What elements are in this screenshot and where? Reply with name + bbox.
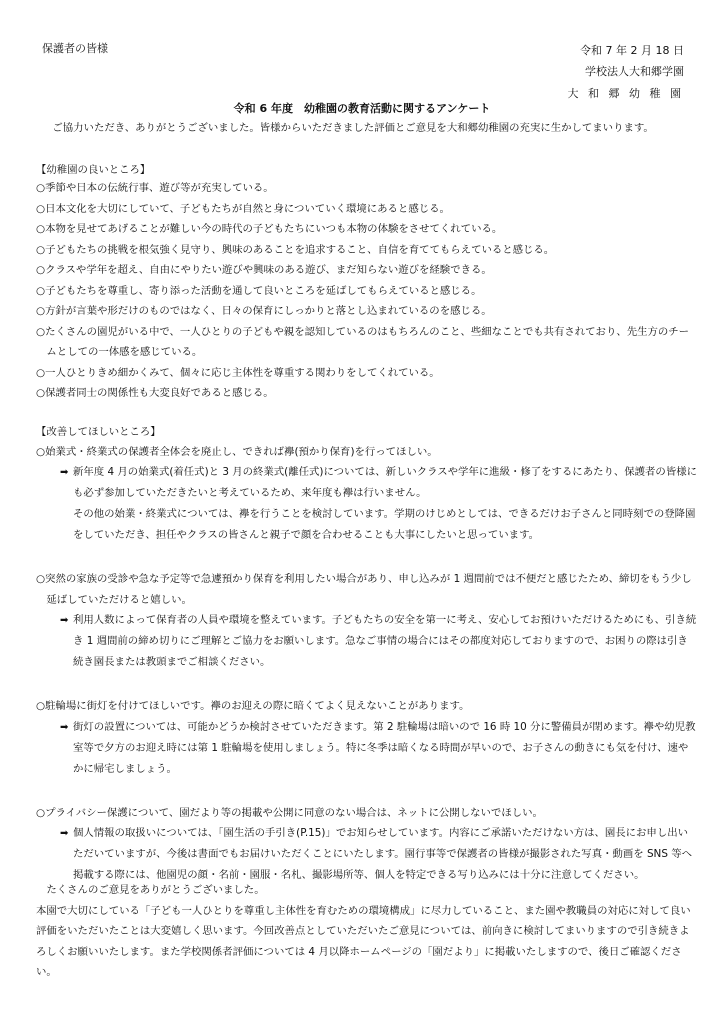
issue-response: ➡ 個人情報の取扱いについては、「園生活の手引き(P.15)」でお知らせしています。内容にご承諾いただけない方は、園長にお申し出いただいていますが、今後は書面でもお届けいただくことにいたします。園行事等で保護者の皆様が撮影された写真・動画を SNS 等へ掲載する際には、他園児の顔・名前・園服・名札、撮影場所等、個人を特定できる写り込みには十分に注意してください。 [36,823,698,886]
improve-section-heading: 【改善してほしいところ】 [36,425,161,438]
list-item: ○子どもたちの挑戦を根気強く見守り、興味のあることを追求すること、自信を育ててもらえていると感じる。 [36,243,555,256]
right-arrow-icon: ➡ [60,467,69,479]
list-item: ○保護者同士の関係性も大変良好であると感じる。 [36,387,274,400]
list-item: ○日本文化を大切にしていて、子どもたちが自然と身についていく環境にあると感じる。 [36,202,450,215]
right-arrow-icon: ➡ [60,721,69,733]
list-item: ○たくさんの園児がいる中で、一人ひとりの子どもや親を認知しているのはもちろんのこと、些細なことでも共有されており、先生方のチームとしての一体感を感じている。 [36,325,690,359]
issue-item [36,569,698,673]
list-item: ○本物を見せてあげることが難しい今の時代の子どもたちにいつも本物の体験をさせてくれている。 [36,223,503,236]
issue-request: ○突然の家族の受診や急な予定等で急遽預かり保育を利用したい場合があり、申し込みが 1 週間前では不便だと感じたため、締切をもう少し延ばしていただけると嬉しい。 [36,573,692,606]
list-item: ○季節や日本の伝統行事、遊び等が充実している。 [36,182,274,195]
sender-block [568,40,684,104]
closing-thanks: たくさんのご意見をありがとうございました。 [46,884,265,896]
issue-response: ➡ 新年度 4 月の始業式(着任式)と 3 月の終業式(離任式)については、新しいクラスや学年に進級・修了をするにあたり、保護者の皆様にも必ず参加していただきたいと考えているため、来年度も襷は行いません。 [36,462,698,504]
issue-item [36,696,698,780]
closing-body: 本園で大切にしている「子ども一人ひとりを尊重し主体性を育むための環境構成」に尽力していること、また園や教職員の対応に対して良い評価をいただいたことは大変嬉しく思います。今回改善点としていただいたご意見については、前向きに検討してまいりますので引き続きよろしくお願いいたします。また学校関係者評価については 4 月以降ホームページの「園だより」に掲載いたしますので、後日ご確認ください。 [36,904,691,978]
right-arrow-icon: ➡ [60,615,69,627]
issue-response: その他の始業・終業式については、襷を行うことを検討しています。学期のけじめとしては、できるだけお子さんと同時刻での登降園をしていただき、担任やクラスの皆さんと親子で顔を合わせることも大事にしたいと思っています。 [73,508,696,542]
issue-request: ○駐輪場に街灯を付けてほしいです。襷のお迎えの際に暗くてよく見えないことがあります。 [36,700,470,713]
intro-paragraph: ご協力いただき、ありがとうございました。皆様からいただきました評価とご意見を大和郷幼稚園の充実に生かしてまいります。 [52,122,654,134]
list-item: ○子どもたちを尊重し、寄り添った活動を通して良いところを延ばしてもらえていると感じる。 [36,284,482,297]
closing-section [36,880,692,983]
issue-response: ➡ 街灯の設置については、可能かどうか検討させていただきます。第 2 駐輪場は暗いので 16 時 10 分に警備員が閉めます。襷や幼児教室等で夕方のお迎え時には第 1 駐輪場を使用しましょう。特に冬季は暗くなる時間が早いので、お子さんの動きにも気を付け、速やかに帰宅しましょう。 [36,717,698,780]
main-content [36,162,698,886]
addressee: 保護者の皆様 [42,42,108,55]
corporation-name: 学校法人大和郷学園 [585,65,684,79]
good-points-list [36,178,698,404]
document-title: 令和 6 年度 幼稚園の教育活動に関するアンケート [233,102,491,115]
school-name: 大 和 郷 幼 稚 園 [567,86,684,100]
issue-response: ➡ 利用人数によって保育者の人員や環境を整えています。子どもたちの安全を第一に考え、安心してお預けいただけるためにも、引き続き 1 週間前の締め切りにご理解とご協力をお願いします。急なご事情の場合にはその都度対応しておりますので、お困りの際は引き続き園長または教頭までご相談ください。 [36,610,698,673]
good-section-heading: 【幼稚園の良いところ】 [36,164,151,176]
list-item: ○一人ひとりきめ細かくみて、個々に応じ主体性を尊重する関わりをしてくれている。 [36,366,440,379]
issue-item [36,803,698,887]
issue-date: 令和 7 年 2 月 18 日 [580,44,684,57]
issue-item [36,442,698,547]
issue-request: ○プライバシー保護について、園だより等の掲載や公開に同意のない場合は、ネットに公開しないでほしい。 [36,806,543,819]
issue-request: ○始業式・終業式の保護者全体会を廃止し、できれば襷(預かり保育)を行ってほしい。 [36,445,438,458]
list-item: ○クラスや学年を超え、自由にやりたい遊びや興味のある遊び、まだ知らない遊びを経験できる。 [36,264,492,277]
list-item: ○方針が言葉や形だけのものではなく、日々の保育にしっかりと落とし込まれているのを感じる。 [36,305,492,318]
right-arrow-icon: ➡ [60,828,69,840]
